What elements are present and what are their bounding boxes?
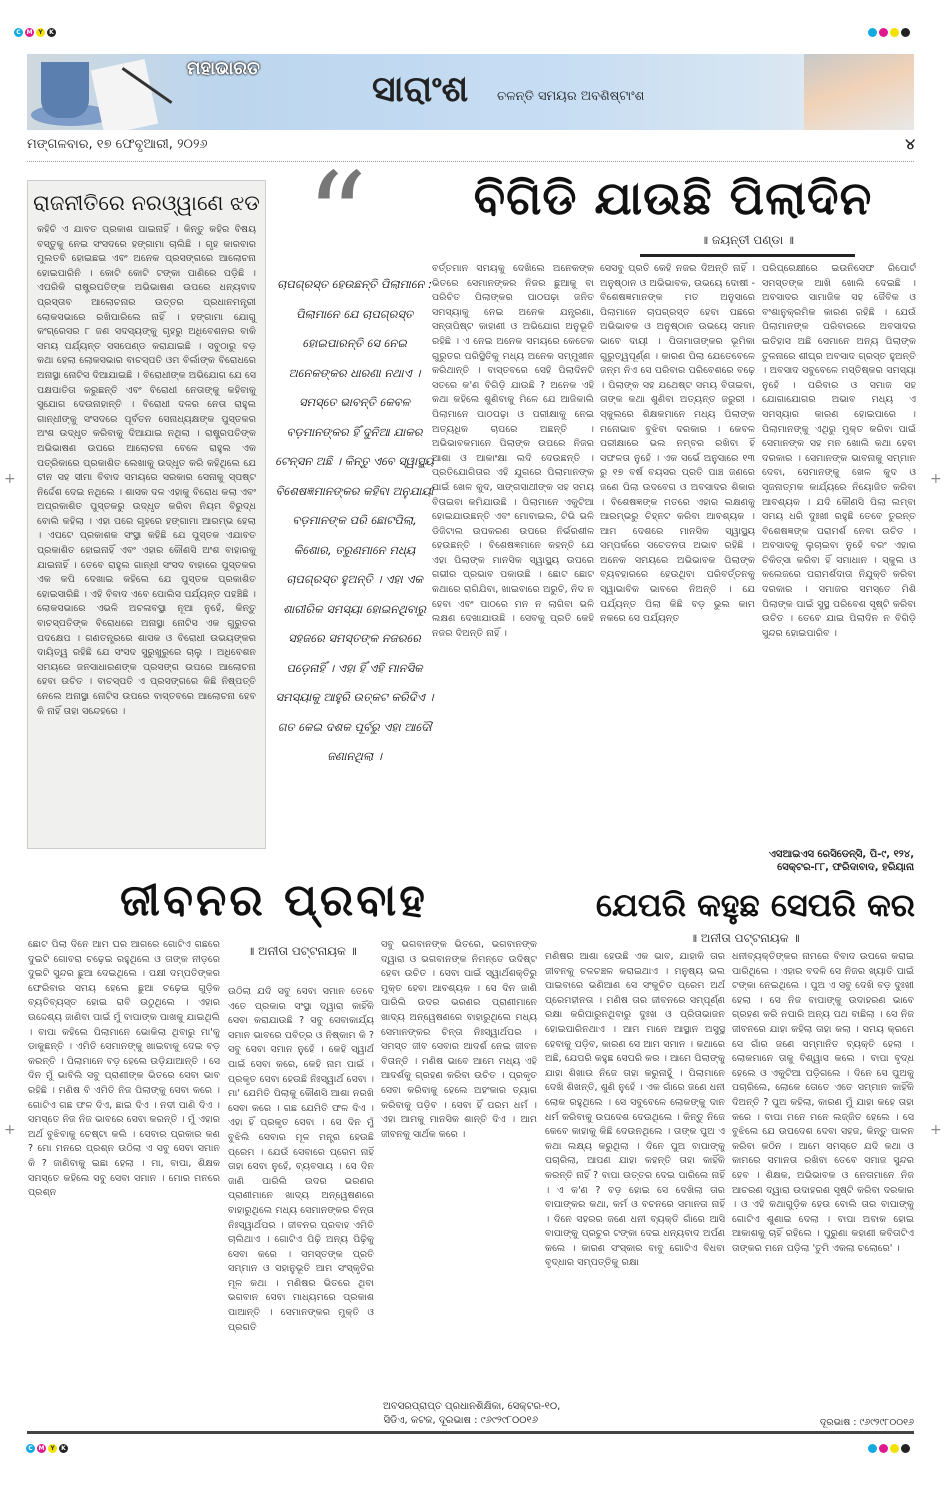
editorial-body: କହିଚି ଏ ଯାବତ ପ୍ରକାଶ ପାଇନାହିଁ । କିନ୍ତୁ କହିର ବିଷୟ ବସ୍ତୁକୁ ନେଇ ସଂସଦରେ ହଙ୍ଗାମା ଚାଲିଛି । ଗୃହ କାରବାର ମୁଲତବି ହୋଇଛଇ ଏବଂ ଅନେକ ପ୍ରସଙ୍ଗରେ ଆଲୋଚନା ହୋଇପାରିନି । କୋଟି କୋଟି ଟଙ୍କା ପାଣିରେ ପଡ଼ିଛି । ଏପରିକି ରାଷ୍ଟ୍ରପତିଙ୍କ ଅଭିଭାଷଣ ଉପରେ ଧନ୍ୟବାଦ ପ୍ରସ୍ତାବ ଆଲୋଚନାର ଉତ୍ତର ପ୍ରଧାନମନ୍ତ୍ରୀ ଲୋକସଭାରେ ରଖିପାରିଲେ ନାହିଁ । ହଙ୍ଗାମା ଯୋଗୁ କଂଗ୍ରେସର ୮ ଜଣ ସଦସ୍ୟଙ୍କୁ ଗୃହରୁ ଅଧିବେଶନର ବାକି ସମୟ ପର୍ଯ୍ୟନ୍ତ ସସପେଣ୍ଡ କରାଯାଇଛି । ସବୁଠାରୁ ବଡ଼ କଥା ହେଲା ଲୋକସଭାର ବାଚସ୍ପତି ଓମ ବିର୍ଲାଙ୍କ ବିରୋଧରେ ଅନାସ୍ଥା ନୋଟିସ ଦିଆଯାଇଛି । ବିରୋଧୀଙ୍କ ଅଭିଯୋଗ ଯେ ସେ ପକ୍ଷପାତିତା କରୁଛନ୍ତି ଏବଂ ବିରୋଧୀ ନେତାଙ୍କୁ କହିବାକୁ ସୁଯୋଗ ଦେଉନାହାନ୍ତି । ବିରୋଧୀ ଦଳର ନେତା ରାହୁଲ ଗାନ୍ଧୀଙ୍କୁ ସଂସଦରେ ପୂର୍ବତନ ସେନାଧ୍ୟକ୍ଷଙ୍କ ପୁସ୍ତକର ଅଂଶ ଉଦ୍ଧୃତ କରିବାକୁ ଦିଆଯାଇ ନଥିଲା । ରାଷ୍ଟ୍ରପତିଙ୍କ ଅଭିଭାଷଣ ଉପରେ ଆଲୋଚନା ବେଳେ ରାହୁଲ ଏକ ପତ୍ରିକାରେ ପ୍ରକାଶିତ ଲେଖାକୁ ଉଦ୍ଧୃତ କରି କହିଥିଲେ ଯେ ଚୀନ ସହ ସୀମା ବିବାଦ ସମୟରେ ସରକାର ସେନାକୁ ସ୍ପଷ୍ଟ ନିର୍ଦ୍ଦେଶ ଦେଇ ନଥିଲେ । ଶାସକ ଦଳ ଏହାକୁ ବିରୋଧ କଲା ଏବଂ ଅପ୍ରକାଶିତ ପୁସ୍ତକରୁ ଉଦ୍ଧୃତ କରିବା ନିୟମ ବିରୁଦ୍ଧ ବୋଲି କହିଲା । ଏହା ପରେ ଗୃହରେ ହଙ୍ଗାମା ଆରମ୍ଭ ହେଲା । ଏପଟେ ପ୍ରକାଶକ ସଂସ୍ଥା କହିଛି ଯେ ପୁସ୍ତକ ଏଯାବତ ପ୍ରକାଶିତ ହୋଇନାହିଁ ଏବଂ ଏହାର କୌଣସି ଅଂଶ ବାହାରକୁ ଯାଇନାହିଁ । ତେବେ ରାହୁଲ ଗାନ୍ଧୀ ସଂସଦ ବାହାରେ ପୁସ୍ତକର ଏକ କପି ଦେଖାଇ କହିଲେ ଯେ ପୁସ୍ତକ ପ୍ରକାଶିତ ହୋଇସାରିଛି । ଏହି ବିବାଦ ଏବେ ପୋଲିସ ପର୍ଯ୍ୟନ୍ତ ପହଞ୍ଚିଛି । ଲୋକସଭାରେ ଏଭଳି ଅଚଳାବସ୍ଥା ନୂଆ ନୁହେଁ, କିନ୍ତୁ ବାଚସ୍ପତିଙ୍କ ବିରୋଧରେ ଅନାସ୍ଥା ନୋଟିସ ଏକ ଗୁରୁତର ପଦକ୍ଷେପ । ଗଣତନ୍ତ୍ରରେ ଶାସକ ଓ ବିରୋଧୀ ଉଭୟଙ୍କର ଦାୟିତ୍ୱ ରହିଛି ଯେ ସଂସଦ ସୁରୁଖୁରୁରେ ଚାଲୁ । ଅଧିବେଶନ ସମୟରେ ଜନସାଧାରଣଙ୍କ ପ୍ରସଙ୍ଗ ଉପରେ ଆଲୋଚନା ହେବା ଉଚିତ । ବାଚସ୍ପତି ଏ ପ୍ରସଙ୍ଗରେ କିଛି ନିଷ୍ପତ୍ତି ନେଲେ ଅନାସ୍ଥା ନୋଟିସ ଉପରେ ବାସ୍ତବରେ ଆଲୋଚନା ହେବ କି ନାହିଁ ତାହା ସନ୍ଦେହରେ । bbox=[37, 224, 256, 717]
byline-rule bbox=[640, 254, 855, 257]
feature-byline: ॥ ଜୟନ୍ତୀ ପଣ୍ଡା ॥ bbox=[701, 233, 794, 247]
color-dots-bottom-right bbox=[868, 1444, 910, 1453]
quote-mark-icon: “ bbox=[306, 168, 368, 268]
address-line: ଏସଆଇଏସ ରେସିଡେନ୍ସି, ପି-୯, ୧୨୪, bbox=[768, 849, 914, 860]
crop-mark-left-icon: + bbox=[4, 471, 16, 487]
cmyk-registration-top-left bbox=[14, 28, 56, 37]
article-headline-jiban: ଜୀବନର ପ୍ରବାହ bbox=[120, 875, 428, 926]
jepari-column-2: ଧନୀବ୍ୟକ୍ତିଙ୍କର ନାମରେ ବିବାଦ ଉପରେ କରାଇ ପାରିଥିଲେ । ଏହାର ବଦଳି ସେ ନିଜର ଖ୍ୟାତି ପାଇଁ ଟଙ୍କା ନେଇଥିଲେ । ପୁଅ ଏ ସବୁ ଦେଖି ବଡ଼ ଦୁଃଖୀ ହେଲା । ସେ ନିଜ ବାପାଙ୍କୁ ଉଦାହରଣ ଭାବେ ଗ୍ରହଣ କରି ନପାରି ଅନ୍ୟ ପଥ ବାଛିଲା । ସେ ନିଜ ଜୀବନରେ ଯାହା କହିଲା ତାହା କଲା । ସମୟ କ୍ରମେ ସେ ଗାଁର ଜଣେ ସମ୍ମାନିତ ବ୍ୟକ୍ତି ହେଲା । ଲୋକମାନେ ତାକୁ ବିଶ୍ୱାସ କଲେ । ବାପା ବୃଦ୍ଧ ହେଲେ ଓ ଏକୁଟିଆ ପଡ଼ିଗଲେ । ଦିନେ ସେ ପୁଅକୁ ପଚାରିଲେ, ଲୋକେ ତୋତେ ଏତେ ସମ୍ମାନ କାହିଁକି ଦିଅନ୍ତି ? ପୁଅ କହିଲା, କାରଣ ମୁଁ ଯାହା କହେ ତାହା କରେ । ବାପା ମନେ ମନେ ଲଜ୍ଜିତ ହେଲେ । ସେ ବୁଝିଲେ ଯେ ଉପଦେଶ ଦେବା ସହଜ, କିନ୍ତୁ ପାଳନ କରିବା କଠିନ । ଆମେ ସମସ୍ତେ ଯଦି କଥା ଓ କାମରେ ସମାନତା ରଖିବା ତେବେ ସମାଜ ସୁନ୍ଦର ହେବ । ଶିକ୍ଷକ, ଅଭିଭାବକ ଓ ନେତାମାନେ ନିଜ ଆଚରଣ ଦ୍ୱାରା ଉଦାହରଣ ସୃଷ୍ଟି କରିବା ଦରକାର । ଓ ଏହି କଥାଗୁଡ଼ିକ ହେଉ ବୋଲି ତାର ବାପାଙ୍କୁ ଗୋଟିଏ ଶୁଣାଇ ଦେଲା । ବାପା ଅବାକ ହୋଇ ଆକାଶକୁ ଚାହିଁ ରହିଲେ । ପୁରୁଣା କହାଣୀ କବିତାଟିଏ ତାଙ୍କର ମନେ ପଡ଼ିଲା 'ତୁମି ଏକଲା ଚଲୋରେ' । bbox=[732, 951, 914, 1254]
address-line: ଅବସରପ୍ରାପ୍ତ ପ୍ରଧାନଶିକ୍ଷିକା, ସେକ୍ଟର-୧୦, bbox=[383, 1401, 561, 1412]
feature-column-3: ପରିପ୍ରେକ୍ଷୀରେ ଇଉନିସେଫ ରିପୋର୍ଟ ସମସ୍ତଙ୍କ ଆଖି ଖୋଲି ଦେଇଛି । ଅବସାଦର ସାମାଜିକ ସହ ଜୈବିକ ଓ ବଂଶାନୁକ୍ରମିକ କାରଣ ରହିଛି । ଯେଉଁ ପିଲାମାନଙ୍କ ପରିବାରରେ ଅବସାଦର ଇତିହାସ ଅଛି ସେମାନେ ଅନ୍ୟ ପିଲାଙ୍କ ତୁଳନାରେ ଶୀଘ୍ର ଅବସାଦ ଗ୍ରସ୍ତ ହୁଅନ୍ତି । ଅବସାଦ ସବୁବେଳେ ମସ୍ତିଷ୍କର ସମସ୍ୟା ନୁହେଁ । ପରିବାର ଓ ସମାଜ ସହ ଯୋଗାଯୋଗର ଅଭାବ ମଧ୍ୟ ଏ ସମସ୍ୟାର କାରଣ ହୋଇପାରେ । ପିଲାମାନଙ୍କୁ ଏଥିରୁ ମୁକ୍ତ କରିବା ପାଇଁ ସେମାନଙ୍କ ସହ ମନ ଖୋଲି କଥା ହେବା ଦରକାର । ସେମାନଙ୍କ ଭାବନାକୁ ସମ୍ମାନ ଦେବା, ସେମାନଙ୍କୁ ଖେଳ କୁଦ ଓ ସୃଜନାତ୍ମକ କାର୍ଯ୍ୟରେ ନିୟୋଜିତ କରିବା ଆବଶ୍ୟକ । ଯଦି କୌଣସି ପିଲା ଲମ୍ବା ସମୟ ଧରି ଦୁଃଖୀ ରହୁଛି ତେବେ ତୁରନ୍ତ ବିଶେଷଜ୍ଞଙ୍କ ପରାମର୍ଶ ନେବା ଉଚିତ । ଅବସାଦକୁ ଲୁଚାଇବା ନୁହେଁ ବରଂ ଏହାର ଚିକିତ୍ସା କରିବା ହିଁ ସମାଧାନ । ସ୍କୁଲ ଓ କଲେଜରେ ପରାମର୍ଶଦାତା ନିଯୁକ୍ତି କରିବା ଦରକାର । ସମାଜର ସମସ୍ତେ ମିଶି ପିଲାଙ୍କ ପାଇଁ ସୁସ୍ଥ ପରିବେଶ ସୃଷ୍ଟି କରିବା ଉଚିତ । ତେବେ ଯାଇ ପିଲାଦିନ ନ ବିଗିଡ଼ି ସୁନ୍ଦର ହୋଇପାରିବ । bbox=[762, 263, 916, 639]
crop-mark-left-lower-icon: + bbox=[4, 1122, 16, 1138]
header-divider bbox=[27, 161, 914, 162]
yellow-dot bbox=[890, 28, 899, 37]
magenta-dot bbox=[879, 1444, 888, 1453]
section-tagline: ଚଳନ୍ତି ସମୟର ଅବଶିଷ୍ଟାଂଶ bbox=[497, 89, 645, 104]
magenta-dot: M bbox=[26, 29, 33, 36]
jiban-column-1: ଛୋଟ ପିଲା ଦିନେ ଆମ ଘର ଆଗରେ ଗୋଟିଏ ଗଛରେ ଦୁଇଟି ଗୋବରା ଚଢ଼େଇ ରହୁଥିଲେ ଓ ତାଙ୍କ ନୀଡ଼ରେ ଦୁଇଟି ସୁନ୍ଦର ଛୁଆ ଦେଇଥିଲେ । ପକ୍ଷୀ ଦମ୍ପତିଙ୍କର ଫେରିବାର ସମୟ ହେଲେ ଛୁଆ ଚଢ଼େଇ ଗୁଡ଼ିକ ବ୍ୟତିବ୍ୟସ୍ତ ହୋଇ ରାବି ଉଠୁଥିଲେ । ଏହାର ଉଦ୍ଦେଶ୍ୟ ଜାଣିବା ପାଇଁ ମୁଁ ବାପାଙ୍କ ପାଖକୁ ଯାଇଥିଲି । ବାପା କହିଲେ ପିଲାମାନେ ଭୋକିଲା ଥିବାରୁ ମା'କୁ ଡାକୁଛନ୍ତି । ଏମିତି ସେମାନଙ୍କୁ ଖାଇବାକୁ ଦେଇ ବଡ଼ କରନ୍ତି । ପିଲାମାନେ ବଡ଼ ହେଲେ ଉଡ଼ିଯାଆନ୍ତି । ସେ ଦିନ ମୁଁ ଭାବିଲି ସବୁ ପ୍ରାଣୀଙ୍କ ଭିତରେ ସେବା ଭାବ ରହିଛି । ମଣିଷ ବି ଏମିତି ନିଜ ପିଲାଙ୍କୁ ସେବା କରେ । ଗୋଟିଏ ଗଛ ଫଳ ଦିଏ, ଛାଇ ଦିଏ । ନଦୀ ପାଣି ଦିଏ । ସମସ୍ତେ ନିଜ ନିଜ ଭାବରେ ସେବା କରନ୍ତି । ମୁଁ ଏହାର ଅର୍ଥ ବୁଝିବାକୁ ଚେଷ୍ଟା କଲି । ସେବାର ପ୍ରକାର କଣ ? ମୋ ମନରେ ପ୍ରଶ୍ନ ଉଠିଲା ଏ ସବୁ ସେବା ସମାନ କି ? ଜାଣିବାକୁ ଇଛା ହେଲା । ମା, ବାପା, ଶିକ୍ଷକ ସମସ୍ତେ କହିଲେ ସବୁ ସେବା ସମାନ । ମୋର ମନରେ ପ୍ରଶ୍ନ bbox=[28, 939, 220, 1199]
jiban-column-3: ସବୁ ଭଗବାନଙ୍କ ଭିତରେ, ଭଗବାନଙ୍କ ଦ୍ୱାରା ଓ ଭଗବାନଙ୍କ ନିମନ୍ତେ ଉଦିଷ୍ଟ ହେବା ଉଚିତ । ସେବା ପାଇଁ ସ୍ୱାର୍ଥଶକ୍ତିରୁ ମୁକ୍ତ ହେବା ଆବଶ୍ୟକ । ସେ ଦିନ ଜାଣି ପାରିଲି ଉଦର ଭରଣର ପ୍ରାଣୀମାନେ ଖାଦ୍ୟ ଅନ୍ୱେଷଣରେ ବାହାରୁଥିଲେ ମଧ୍ୟ ସେମାନଙ୍କର ଚିନ୍ତା ନିଃସ୍ୱାର୍ଥପର । ସମସ୍ତ ଜୀବ ସେବାର ଆଦର୍ଶ ନେଇ ଜୀବନ ବିତାନ୍ତି । ମଣିଷ ଭାବେ ଆମେ ମଧ୍ୟ ଏହି ଆଦର୍ଶକୁ ଗ୍ରହଣ କରିବା ଉଚିତ । ପ୍ରକୃତ ସେବା କରିବାକୁ ହେଲେ ଅହଂକାର ତ୍ୟାଗ କରିବାକୁ ପଡ଼ିବ । ସେବା ହିଁ ପରମ ଧର୍ମ । ଏହା ଆମକୁ ମାନସିକ ଶାନ୍ତି ଦିଏ । ଆମ ଜୀବନକୁ ସାର୍ଥକ କରେ । bbox=[381, 939, 537, 1140]
yellow-dot: Y bbox=[36, 28, 45, 37]
editorial-box bbox=[27, 180, 266, 849]
black-dot bbox=[901, 1444, 910, 1453]
publication-date: ମଙ୍ଗଳବାର, ୧୭ ଫେବୃଆରୀ, ୨୦୨୬ bbox=[27, 137, 208, 152]
section-title: ସାରାଂଶ bbox=[372, 69, 469, 110]
crop-mark-right-icon: + bbox=[930, 471, 942, 487]
feature-author-address bbox=[700, 848, 914, 874]
jepari-phone: ଦୂରଭାଷ : ୯୬୯୨୯୮୦୦୧୬ bbox=[819, 1417, 914, 1428]
footer-rule bbox=[27, 1431, 914, 1434]
address-line: ସେକ୍ଟର-୮୮, ଫରିଦାବାଦ, ହରିୟାନା bbox=[777, 862, 914, 873]
feature-column-2: ସେସବୁ ପ୍ରତି କେହି ନଜର ଦିଅନ୍ତି ନାହିଁ । ଅନୁଷ୍ଠାନ ଓ ଅଭିଭାବକ, ଉଭୟେ ଦୋଷୀ - ବିଶେଷଜ୍ଞମାନଙ୍କ ମତ ଅନୁସାରେ ପିଲାମାନେ ଚାପଗ୍ରସ୍ତ ହେବା ପଛରେ ଅଭିଭାବକ ଓ ଅନୁଷ୍ଠାନ ଉଭୟେ ସମାନ ଭାବେ ଦାୟୀ । ପିତାମାତାଙ୍କର ଭୂମିକା ଗୁରୁତ୍ୱପୂର୍ଣ୍ଣ । କାରଣ ପିଲା ଯେତେବେଳେ ଜନ୍ମ ନିଏ ସେ ପରିବାର ପରିବେଶରେ ବଢ଼େ । ପିଲାଙ୍କ ସହ ଯଥେଷ୍ଟ ସମୟ ବିତାଇବା, ତାଙ୍କ କଥା ଶୁଣିବା ଅତ୍ୟନ୍ତ ଜରୁରୀ । ସ୍କୁଲରେ ଶିକ୍ଷକମାନେ ମଧ୍ୟ ପିଲାଙ୍କ ମନୋଭାବ ବୁଝିବା ଦରକାର । କେବଳ ପରୀକ୍ଷାରେ ଭଲ ନମ୍ବର ରଖିବା ହିଁ ସଫଳତା ନୁହେଁ । ଏକ ସର୍ଭେ ଅନୁସାରେ ୧୩ ରୁ ୧୭ ବର୍ଷ ବୟସର ପ୍ରତି ପାଞ୍ଚ ଜଣରେ ଜଣେ ପିଲା ଉଦବେଗ ଓ ଅବସାଦର ଶିକାର । ବିଶେଷଜ୍ଞଙ୍କ ମତରେ ଏହାର ଲକ୍ଷଣକୁ ଆରମ୍ଭରୁ ଚିହ୍ନଟ କରିବା ଆବଶ୍ୟକ । ଆମ ଦେଶରେ ମାନସିକ ସ୍ୱାସ୍ଥ୍ୟ ସମ୍ପର୍କରେ ସଚେତନତା ଅଭାବ ରହିଛି । ଅନେକ ସମୟରେ ଅଭିଭାବକ ପିଲାଙ୍କ ବ୍ୟବହାରରେ ହେଉଥିବା ପରିବର୍ତ୍ତନକୁ ସ୍ୱାଭାବିକ ଭାବରେ ନିଅନ୍ତି । ଯେ ପର୍ଯ୍ୟନ୍ତ ପିଲା କିଛି ବଡ଼ ଭୁଲ କାମ ନକରେ ସେ ପର୍ଯ୍ୟନ୍ତ bbox=[600, 263, 755, 625]
crop-mark-right-lower-icon: + bbox=[930, 1122, 942, 1138]
pull-quote: ଚାପଗ୍ରସ୍ତ ହେଉଛନ୍ତି ପିଲାମାନେ : ପିଲାମାନେ ଯେ ଚାପଗ୍ରସ୍ତ ହୋଇପାରନ୍ତି ସେ ନେଇ ଅନେକଙ୍କର ଧାରଣା ନଥାଏ । ସମସ୍ତେ ଭାବନ୍ତି କେବଳ ବଡ଼ମାନଙ୍କର ହିଁ ଦୁନିଆ ଯାକର ଟେନ୍‌ସନ ଅଛି । କିନ୍ତୁ ଏବେ ସ୍ୱାସ୍ଥ୍ୟ ବିଶେଷଜ୍ଞମାନଙ୍କର କହିବା ଅନୁଯାୟୀ ବଡ଼ମାନଙ୍କ ପରି ଛୋଟପିଲା, କିଶୋର, ତରୁଣମାନେ ମଧ୍ୟ ଚାପଗ୍ରସ୍ତ ହୁଅନ୍ତି । ଏହା ଏକ ଶାରୀରିକ ସମସ୍ୟା ହୋଇନଥିବାରୁ ସହଜରେ ସମସ୍ତଙ୍କ ନଜରରେ ପଡ଼େନାହିଁ । ଏହା ହିଁ ଏହି ମାନସିକ ସମସ୍ୟାକୁ ଆହୁରି ଉତ୍କଟ କରିଦିଏ । ଗତ କେଇ ଦଶକ ପୂର୍ବରୁ ଏହା ଆଦୌ ଜଣାନଥିଲା । bbox=[275, 277, 434, 763]
cyan-dot: C bbox=[14, 28, 23, 37]
cyan-dot: C bbox=[26, 1444, 35, 1453]
writing-hand-illustration bbox=[804, 54, 914, 130]
section-banner bbox=[27, 54, 914, 130]
cyan-dot bbox=[868, 1444, 877, 1453]
color-dots-top-right bbox=[868, 28, 910, 37]
feature-headline: ବିଗିଡି ଯାଉଛି ପିଲାଦିନ bbox=[473, 171, 873, 225]
magenta-dot: M bbox=[38, 1445, 45, 1452]
article-byline-jepari: ॥ ଅନୀତା ପଟ୍ଟନାୟକ ॥ bbox=[690, 931, 800, 945]
magenta-dot bbox=[879, 28, 888, 37]
article-byline-jiban: ॥ ଅନୀତା ପଟ୍ଟନାୟକ ॥ bbox=[247, 944, 357, 958]
black-dot: K bbox=[47, 28, 56, 37]
yellow-dot bbox=[890, 1444, 899, 1453]
yellow-dot: Y bbox=[48, 1444, 57, 1453]
cmyk-registration-bottom-left bbox=[26, 1444, 68, 1453]
article-headline-jepari: ଯେପରି କହୁଛ ସେପରି କର bbox=[595, 886, 915, 924]
editorial-headline: ରାଜନୀତିରେ ନରଓ୍ୱାଣେ ଝଡ bbox=[33, 191, 260, 215]
cyan-dot bbox=[868, 28, 877, 37]
address-line: ସିଡିଏ, କଟକ, ଦୂରଭାଷ : ୯୬୯୨୯୮୦୦୧୬ bbox=[383, 1415, 538, 1426]
feature-column-1: ବର୍ତ୍ତମାନ ସମୟକୁ ଦେଖିଲେ ଅନେକଙ୍କ ଭିତରେ ସେମାନଙ୍କର ନିଜର ଛୁଆକୁ ବା ପରିଚିତ ପିଲାଙ୍କର ପାଠପଢ଼ା ଜନିତ ସମସ୍ୟାକୁ ନେଇ ଅନେକ ଯନ୍ତ୍ରଣା, ସନ୍ତାପିଷ୍ଟ କାହାଣୀ ଓ ଅଭିଯୋଗ ଅନୁଭୂତି ରହିଛି । ଏ ନେଇ ଅନେକ ସମୟରେ କେତେକ ଗୁରୁତର ପରିସ୍ଥିତିକୁ ମଧ୍ୟ ଅନେକ ସମ୍ମୁଖୀନ କରିଥାନ୍ତି । ବାସ୍ତବରେ ସେହି ପିଲାଦିନଟି ସତରେ କ'ଣ ବିଗିଡ଼ି ଯାଉଛି ? ଅନେକ ଏହି କଥା କହିଲେ ଶୁଣିବାକୁ ମିଳେ ଯେ ଆଜିକାଲି ପିଲାମାନେ ପାଠପଢ଼ା ଓ ପରୀକ୍ଷାକୁ ନେଇ ଅତ୍ୟଧିକ ଚାପରେ ଅଛନ୍ତି । ଅଭିଭାବକମାନେ ପିଲାଙ୍କ ଉପରେ ନିଜର ଆଶା ଓ ଆକାଂକ୍ଷା ଲଦି ଦେଉଛନ୍ତି । ପ୍ରତିଯୋଗିତାର ଏହି ଯୁଗରେ ପିଲାମାନଙ୍କ ପାଇଁ ଖେଳ କୁଦ, ସାଙ୍ଗସାଥୀଙ୍କ ସହ ସମୟ ବିତାଇବା କମିଯାଉଛି । ପିଲାମାନେ ଏକୁଟିଆ ହୋଇଯାଉଛନ୍ତି ଏବଂ ମୋବାଇଲ, ଟିଭି ଭଳି ଡିଜିଟାଲ ଉପକରଣ ଉପରେ ନିର୍ଭରଶୀଳ ହେଉଛନ୍ତି । ବିଶେଷଜ୍ଞମାନେ କହନ୍ତି ଯେ ଏହା ପିଲାଙ୍କ ମାନସିକ ସ୍ୱାସ୍ଥ୍ୟ ଉପରେ ଗଭୀର ପ୍ରଭାବ ପକାଉଛି । ଛୋଟ ଛୋଟ କଥାରେ ରାଗିଯିବା, ଖାଇବାରେ ଅରୁଚି, ନିଦ ନ ହେବା ଏବଂ ପାଠରେ ମନ ନ ଲାଗିବା ଭଳି ଲକ୍ଷଣ ଦେଖାଯାଉଛି । ସେବକୁ ପ୍ରତି କେହି ନଜର ଦିଅନ୍ତି ନାହିଁ । bbox=[432, 263, 594, 639]
black-dot: K bbox=[59, 1444, 68, 1453]
newspaper-logo: ମହାଭାରତ bbox=[187, 58, 260, 79]
jepari-column-1: ମଣିଷର ଆଶା ହେଉଛି ଏକ ଭାବ, ଯାହାକି ତାର ଜୀବନକୁ ଚଳଚଞ୍ଚଳ କରାଇଥାଏ । ମନୁଷ୍ୟ ଭଲ ପାଇବାରେ ଭଣିଆଣ ସେ ସଂକୁଚିତ ପ୍ରେମ ଅର୍ଥ ପ୍ରେମହୀନତା । ମଣିଷ ତାର ଜୀବନରେ ସମ୍ପୂର୍ଣ୍ଣ ରକ୍ଷା କରିପାରୁନଥିବାରୁ ଦୁଃଖ ଓ ପ୍ରିତାଭାଜନ ହୋଇପାରିନଥାଏ । ଆମ ମାନେ ଆସ୍ଥାନ ଅସୁସ୍ଥ ହେବାକୁ ପଡ଼ିବ, କାରଣ ସେ ଆମ ସମାନ । କଥାରେ ଅଛି, ଯେପରି କହୁଛ ସେପରି କର । ଆମେ ପିଲାଙ୍କୁ ଯାହା ଶିଖାଉ ନିଜେ ତାହା କରୁନାହୁଁ । ପିଲାମାନେ ଦେଖି ଶିଖନ୍ତି, ଶୁଣି ନୁହେଁ । ଏକ ଗାଁରେ ଜଣେ ଧନୀ ଲୋକ ରହୁଥିଲେ । ସେ ସବୁବେଳେ ଲୋକଙ୍କୁ ଦାନ ଧର୍ମ କରିବାକୁ ଉପଦେଶ ଦେଉଥିଲେ । କିନ୍ତୁ ନିଜେ କେବେ କାହାକୁ କିଛି ଦେଉନଥିଲେ । ତାଙ୍କ ପୁଅ ଏ କଥା ଲକ୍ଷ୍ୟ କରୁଥିଲା । ଦିନେ ପୁଅ ବାପାଙ୍କୁ ପଚାରିଲା, ଆପଣ ଯାହା କହନ୍ତି ତାହା କାହିଁକି କରନ୍ତି ନାହିଁ ? ବାପା ଉତ୍ତର ଦେଇ ପାରିଲେ ନାହିଁ । ଏ କ'ଣ ? ବଡ଼ ହୋଇ ସେ ଦେଖିଲା ତାର ବାପାଙ୍କର କଥା, କର୍ମ ଓ ବଚନରେ ସମାନତା ନାହିଁ । ଦିନେ ସହରର ଜଣେ ଧନୀ ବ୍ୟକ୍ତି ଗାଁରେ ଆସି ବାପାଙ୍କୁ ପ୍ରଚୁର ଟଙ୍କା ଦେଇ ଧନ୍ୟବାଦ ଅର୍ପଣ କଲେ । କାରଣ ସଂସ୍କାର ବାବୁ ଗୋଟିଏ ବିଧବା ବୃଦ୍ଧାର ସମ୍ପତ୍ତିକୁ ରକ୍ଷା bbox=[545, 951, 725, 1269]
jiban-column-2: ଉଠିଲା ଯଦି ସବୁ ସେବା ସମାନ ତେବେ ଏତେ ପ୍ରକାର ସଂସ୍ଥା ଦ୍ୱାରା କାହିଁକି ସେବା କରାଯାଉଛି ? ସବୁ ସେବାକାର୍ଯ୍ୟ ସମାନ ଭାବରେ ପବିତ୍ର ଓ ନିଷ୍କାମ କି ? ସବୁ ସେବା ସମାନ ନୁହେଁ । କେହି ସ୍ୱାର୍ଥ ପାଇଁ ସେବା କରେ, କେହି ନାମ ପାଇଁ । ପ୍ରକୃତ ସେବା ହେଉଛି ନିଃସ୍ୱାର୍ଥ ସେବା । ମା' ଯେମିତି ପିଲାକୁ କୌଣସି ଆଶା ନରଖି ସେବା କରେ । ଗଛ ଯେମିତି ଫଳ ଦିଏ । ଏହା ହିଁ ପ୍ରକୃତ ସେବା । ସେ ଦିନ ମୁଁ ବୁଝିଲି ସେବାର ମୂଳ ମନ୍ତ୍ର ହେଉଛି ପ୍ରେମ । ଯେଉଁ ସେବାରେ ପ୍ରେମ ନାହିଁ ତାହା ସେବା ନୁହେଁ, ବ୍ୟବସାୟ । ସେ ଦିନ ଜାଣି ପାରିଲି ଉଦର ଭରଣର ପ୍ରାଣୀମାନେ ଖାଦ୍ୟ ଅନ୍ୱେଷଣରେ ବାହାରୁଥିଲେ ମଧ୍ୟ ସେମାନଙ୍କର ଚିନ୍ତା ନିଃସ୍ୱାର୍ଥପର । ଜୀବନର ପ୍ରବାହ ଏମିତି ଚାଲିଥାଏ । ଗୋଟିଏ ପିଢ଼ି ଅନ୍ୟ ପିଢ଼ିକୁ ସେବା କରେ । ସମସ୍ତଙ୍କ ପ୍ରତି ସମ୍ମାନ ଓ ସହାନୁଭୂତି ଆମ ସଂସ୍କୃତିର ମୂଳ କଥା । ମଣିଷର ଭିତରେ ଥିବା ଭଗବାନ ସେବା ମାଧ୍ୟମରେ ପ୍ରକାଶ ପାଆନ୍ତି । ସେମାନଙ୍କର ମୁକ୍ତି ଓ ପ୍ରଗତି bbox=[228, 986, 374, 1333]
page-number: ୪ bbox=[905, 135, 915, 153]
jiban-author-address bbox=[383, 1400, 561, 1428]
coffee-cup-icon bbox=[41, 62, 89, 118]
black-dot bbox=[901, 28, 910, 37]
